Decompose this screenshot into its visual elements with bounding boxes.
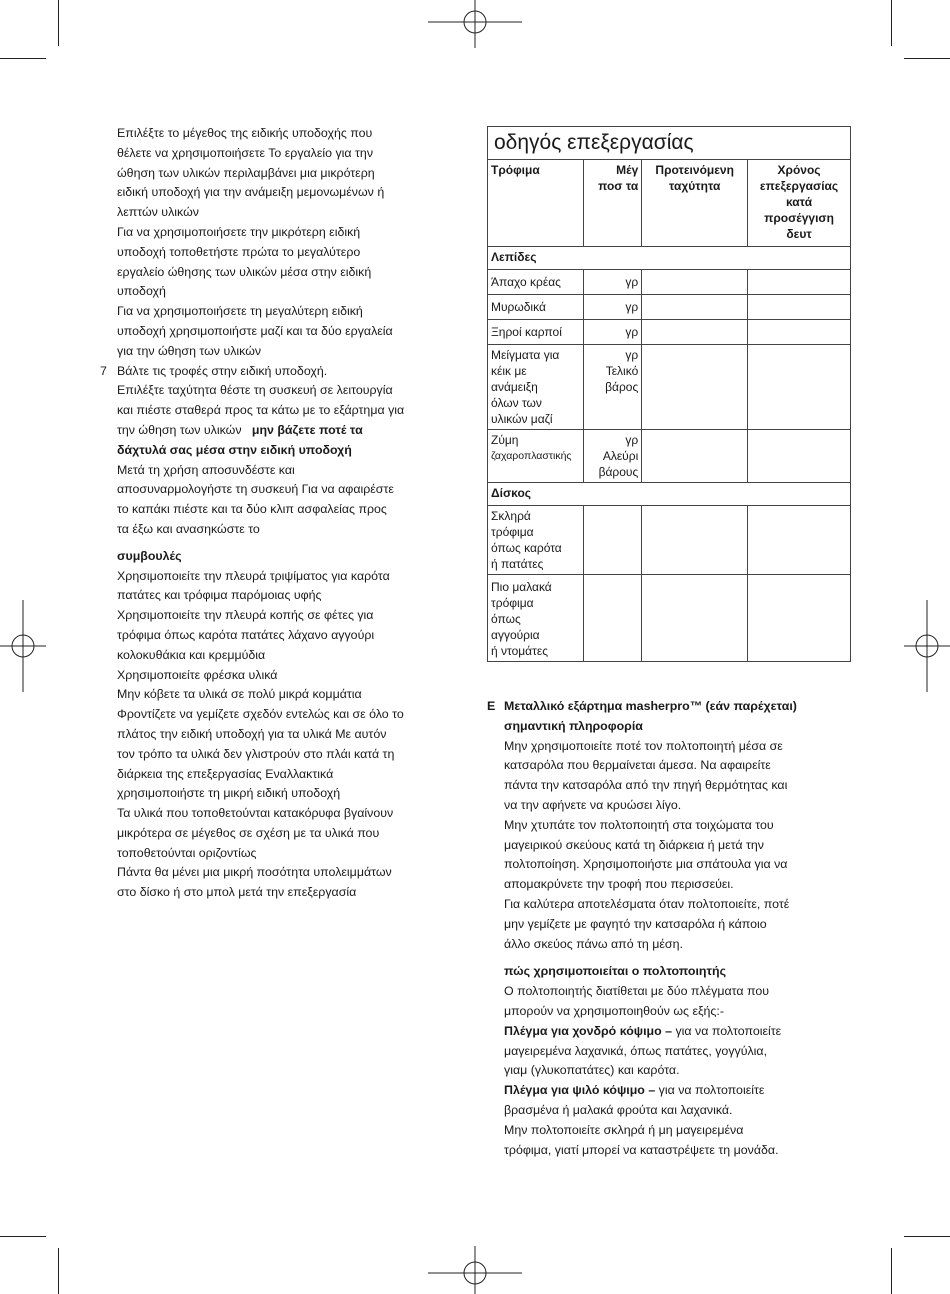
text-line: υποδοχή	[117, 284, 166, 299]
coarse-grid-label: Πλέγμα για χονδρό κόψιμο –	[504, 1023, 673, 1038]
cell-time	[748, 506, 851, 575]
text-line: Χρησιμοποιείτε φρέσκα υλικά	[117, 667, 278, 682]
header-text: ποσ τα	[598, 179, 639, 193]
cell-text: τρόφιμα	[491, 525, 534, 539]
header-time	[748, 160, 851, 247]
table-row	[488, 506, 851, 575]
cell-text: όλων των	[491, 396, 542, 410]
header-text: προσέγγιση	[764, 211, 834, 225]
header-text: Χρόνος	[777, 163, 821, 177]
text-line: μικρότερα σε μέγεθος σε σχέση με τα υλικά που	[117, 825, 380, 840]
table-row	[488, 575, 851, 662]
text-line: Μην πολτοποιείτε σκληρά ή μη μαγειρεμένα	[504, 1122, 744, 1137]
intro-text	[117, 124, 477, 362]
fine-grid-label: Πλέγμα για ψιλό κόψιμο –	[504, 1083, 656, 1098]
cell-text: ζαχαροπλαστικής	[491, 450, 572, 462]
cell-text: Ζύμη	[491, 433, 519, 447]
header-amount	[583, 160, 641, 247]
text-line: πατάτες και τρόφιμα παρόμοιας υφής	[117, 588, 322, 603]
text-line: τρόφιμα όπως καρότα πατάτες λάχανο αγγούρι	[117, 627, 375, 642]
text-line: Ο πολτοποιητής διατίθεται με δύο πλέγματα που	[504, 984, 770, 999]
text-line: μαγειρικού σκεύους κατά τη διάρκεια ή μετά την	[504, 837, 764, 852]
registration-mark-right	[904, 600, 950, 692]
text-line: θέλετε να χρησιμοποιήσετε Το εργαλείο για την	[117, 145, 374, 160]
text-line: Για καλύτερα αποτελέσματα όταν πολτοποιείτε, ποτέ	[504, 896, 790, 911]
header-text: επεξεργασίας	[759, 179, 839, 193]
cell-text: γρ	[625, 348, 639, 362]
cell-amount	[583, 575, 641, 662]
section-blades: Λεπίδες	[488, 247, 851, 270]
cell-text: Σκληρά	[491, 509, 531, 523]
text-line: απομακρύνετε την τροφή που περισσεύει.	[504, 877, 734, 892]
cell-text: υλικών μαζί	[491, 412, 553, 426]
cell-food: Ξηροί καρποί	[488, 320, 584, 345]
cell-speed	[642, 295, 748, 320]
text-line: μπορούν να χρησιμοποιηθούν ως εξής:-	[504, 1003, 724, 1018]
text-line: Μην χτυπάτε τον πολτοποιητή στα τοιχώματα του	[504, 817, 774, 832]
registration-mark-bottom	[428, 1246, 522, 1294]
header-text: Προτεινόμενη	[655, 163, 734, 177]
crop-mark	[904, 1236, 950, 1237]
text-line: Επιλέξτε το μέγεθος της ειδικής υποδοχής που	[117, 126, 373, 140]
cell-text: ή ντομάτες	[491, 644, 548, 658]
cell-food	[488, 345, 584, 430]
text-line: Βάλτε τις τροφές στην ειδική υποδοχή.	[117, 363, 328, 378]
text-line: μην γεμίζετε με φαγητό την κατσαρόλα ή κάποιο	[504, 916, 767, 931]
text-line: αποσυναρμολογήστε τη συσκευή Για να αφαιρέστε	[117, 482, 394, 497]
cell-food	[488, 575, 584, 662]
cell-speed	[642, 270, 748, 295]
cell-speed	[642, 345, 748, 430]
cell-food	[488, 506, 584, 575]
cell-food: Άπαχο κρέας	[488, 270, 584, 295]
section-label: E	[487, 699, 496, 713]
cell-speed	[642, 575, 748, 662]
important-heading: σημαντική πληροφορία	[504, 718, 643, 733]
text-line: Χρησιμοποιείτε την πλευρά τριψίματος για καρότα	[117, 568, 390, 583]
text-line: τον τρόπο τα υλικά δεν γλιστρούν στο πλάι κατά τη	[117, 746, 395, 761]
masher-heading: Μεταλλικό εξάρτημα masherpro™ (εάν παρέχεται)	[504, 699, 797, 713]
text-line: τρόφιμα, γιατί μπορεί να καταστρέψετε τη μονάδα.	[504, 1142, 779, 1157]
header-text: κατά	[786, 195, 813, 209]
cell-text: Τελικό	[605, 364, 639, 378]
header-text: Τρόφιμα	[491, 163, 540, 177]
crop-mark	[904, 58, 950, 59]
cell-text: ανάμειξη	[491, 380, 538, 394]
cell-amount: γρ	[583, 270, 641, 295]
cell-text: γρ	[625, 433, 639, 447]
warning-text: δάχτυλά σας μέσα στην ειδική υποδοχή	[117, 442, 352, 457]
processing-guide-table	[487, 126, 851, 662]
text-line: πλάτος την ειδική υποδοχή για τα υλικά Με αυτόν	[117, 726, 387, 741]
cell-speed	[642, 430, 748, 483]
crop-mark	[58, 0, 59, 46]
text-span: για να πολτοποιείτε	[655, 1083, 765, 1098]
text-line: υποδοχή τοποθετήστε πρώτα το μεγαλύτερο	[117, 244, 361, 259]
text-line: άλλο σκεύος πάνω από τη μέση.	[504, 936, 683, 951]
text-line: ώθηση των υλικών περιλαμβάνει μια μικρότερη	[117, 165, 375, 180]
cell-text: ή πατάτες	[491, 557, 544, 571]
cell-text: κέικ με	[491, 364, 527, 378]
right-column	[487, 697, 867, 1160]
table-header-row	[488, 160, 851, 247]
text-line: Για να χρησιμοποιήσετε την μικρότερη ειδική	[117, 224, 361, 239]
text-line: Φροντίζετε να γεμίζετε σχεδόν εντελώς και σε όλο το	[117, 707, 404, 722]
cell-amount	[583, 430, 641, 483]
header-speed	[642, 160, 748, 247]
cell-time	[748, 345, 851, 430]
text-line: γιαμ (γλυκοπατάτες) και καρότα.	[504, 1063, 680, 1078]
cell-text: όπως	[491, 612, 521, 626]
cell-time	[748, 575, 851, 662]
cell-speed	[642, 506, 748, 575]
text-line	[117, 421, 477, 441]
table-row	[488, 430, 851, 483]
text-line: διάρκεια της επεξεργασίας Εναλλακτικά	[117, 766, 334, 781]
crop-mark	[891, 1248, 892, 1294]
table-row	[488, 295, 851, 320]
cell-amount	[583, 506, 641, 575]
cell-text: βάρος	[605, 380, 639, 394]
text-line: εργαλείο ώθησης των υλικών μέσα στην ειδική	[117, 264, 372, 279]
cell-food	[488, 430, 584, 483]
text-line: και πιέστε σταθερά προς τα κάτω με το εξάρτημα για	[117, 403, 405, 418]
registration-mark-top	[428, 0, 522, 48]
text-line: Τα υλικά που τοποθετούνται κατακόρυφα βγαίνουν	[117, 806, 394, 821]
header-text: δευτ	[786, 227, 812, 241]
step-number: 7	[100, 363, 107, 378]
text-line: βρασμένα ή μαλακά φρούτα και λαχανικά.	[504, 1102, 733, 1117]
text-line: Χρησιμοποιείτε την πλευρά κοπής σε φέτες για	[117, 608, 374, 623]
cell-amount	[583, 345, 641, 430]
crop-mark	[891, 0, 892, 46]
text-span: για να πολτοποιείτε	[672, 1023, 782, 1038]
cell-text: όπως καρότα	[491, 541, 562, 555]
cell-amount: γρ	[583, 295, 641, 320]
cell-text: Αλεύρι	[602, 449, 639, 463]
cell-text: Πιο μαλακά	[491, 580, 552, 594]
cell-speed	[642, 320, 748, 345]
table-row	[488, 345, 851, 430]
cell-time	[748, 320, 851, 345]
text-line: Επιλέξτε ταχύτητα θέστε τη συσκευή σε λειτουργία	[117, 383, 393, 398]
header-food	[488, 160, 584, 247]
text-line: να την αφήνετε να κρυώσει λίγο.	[504, 797, 682, 812]
cell-time	[748, 295, 851, 320]
text-line: μαγειρεμένα λαχανικά, όπως πατάτες, γογγύλια,	[504, 1043, 768, 1058]
section-disc: Δίσκος	[488, 483, 851, 506]
tips-heading: συμβουλές	[117, 548, 182, 563]
text-line: Για να χρησιμοποιήσετε τη μεγαλύτερη ειδική	[117, 304, 363, 319]
cell-text: τρόφιμα	[491, 596, 534, 610]
header-text: Μέγ	[616, 163, 639, 177]
step-7	[100, 362, 477, 540]
text-line: κολοκυθάκια και κρεμμύδια	[117, 647, 266, 662]
text-line: το καπάκι πιέστε και τα δύο κλιπ ασφαλείας προς	[117, 502, 387, 517]
header-text: ταχύτητα	[669, 179, 721, 193]
text-line: για την ώθηση των υλικών	[117, 343, 262, 358]
warning-text: μην βάζετε ποτέ τα	[251, 422, 363, 437]
cell-text: Μείγματα για	[491, 348, 560, 362]
masher-heading-line	[487, 697, 867, 717]
tips-section	[117, 547, 477, 903]
cell-food: Μυρωδικά	[488, 295, 584, 320]
crop-mark	[0, 58, 46, 59]
table-row	[488, 320, 851, 345]
cell-text: αγγούρια	[491, 628, 540, 642]
fine-grid-line	[487, 1081, 867, 1101]
table-title: οδηγός επεξεργασίας	[488, 127, 851, 160]
text-line: ειδική υποδοχή για την ανάμειξη μεμονωμένων ή	[117, 185, 385, 200]
text-line: πολτοποίηση. Χρησιμοποιήστε μια σπάτουλα για να	[504, 857, 788, 872]
text-span: την ώθηση των υλικών	[117, 422, 252, 437]
cell-text: βάρους	[598, 465, 639, 479]
crop-mark	[0, 1236, 46, 1237]
text-line: κατσαρόλα που θερμαίνεται άμεσα. Να αφαιρείτε	[504, 758, 771, 773]
text-line: στο δίσκο ή στο μπολ μετά την επεξεργασία	[117, 885, 357, 900]
howto-heading: πώς χρησιμοποιείται ο πολτοποιητής	[504, 964, 727, 979]
text-line: τα έξω και ανασηκώστε το	[117, 521, 260, 536]
cell-time	[748, 430, 851, 483]
text-line: υποδοχή χρησιμοποιήστε μαζί και τα δύο εργαλεία	[117, 323, 393, 338]
table-row	[488, 270, 851, 295]
text-line: Μην χρησιμοποιείτε ποτέ τον πολτοποιητή μέσα σε	[504, 738, 783, 753]
text-line: Μην κόβετε τα υλικά σε πολύ μικρά κομμάτια	[117, 687, 362, 702]
crop-mark	[58, 1248, 59, 1294]
text-line: Πάντα θα μένει μια μικρή ποσότητα υπολειμμάτων	[117, 865, 392, 880]
left-column	[100, 124, 477, 903]
text-line: τοποθετούνται οριζοντίως	[117, 845, 257, 860]
text-line: χρησιμοποιήστε τη μικρή ειδική υποδοχή	[117, 786, 341, 801]
text-line: Μετά τη χρήση αποσυνδέστε και	[117, 462, 295, 477]
cell-time	[748, 270, 851, 295]
text-line: λεπτών υλικών	[117, 205, 199, 220]
registration-mark-left	[0, 600, 46, 692]
cell-amount: γρ	[583, 320, 641, 345]
text-line: πάντα την κατσαρόλα από την πηγή θερμότητας και	[504, 778, 788, 793]
coarse-grid-line	[487, 1022, 867, 1042]
